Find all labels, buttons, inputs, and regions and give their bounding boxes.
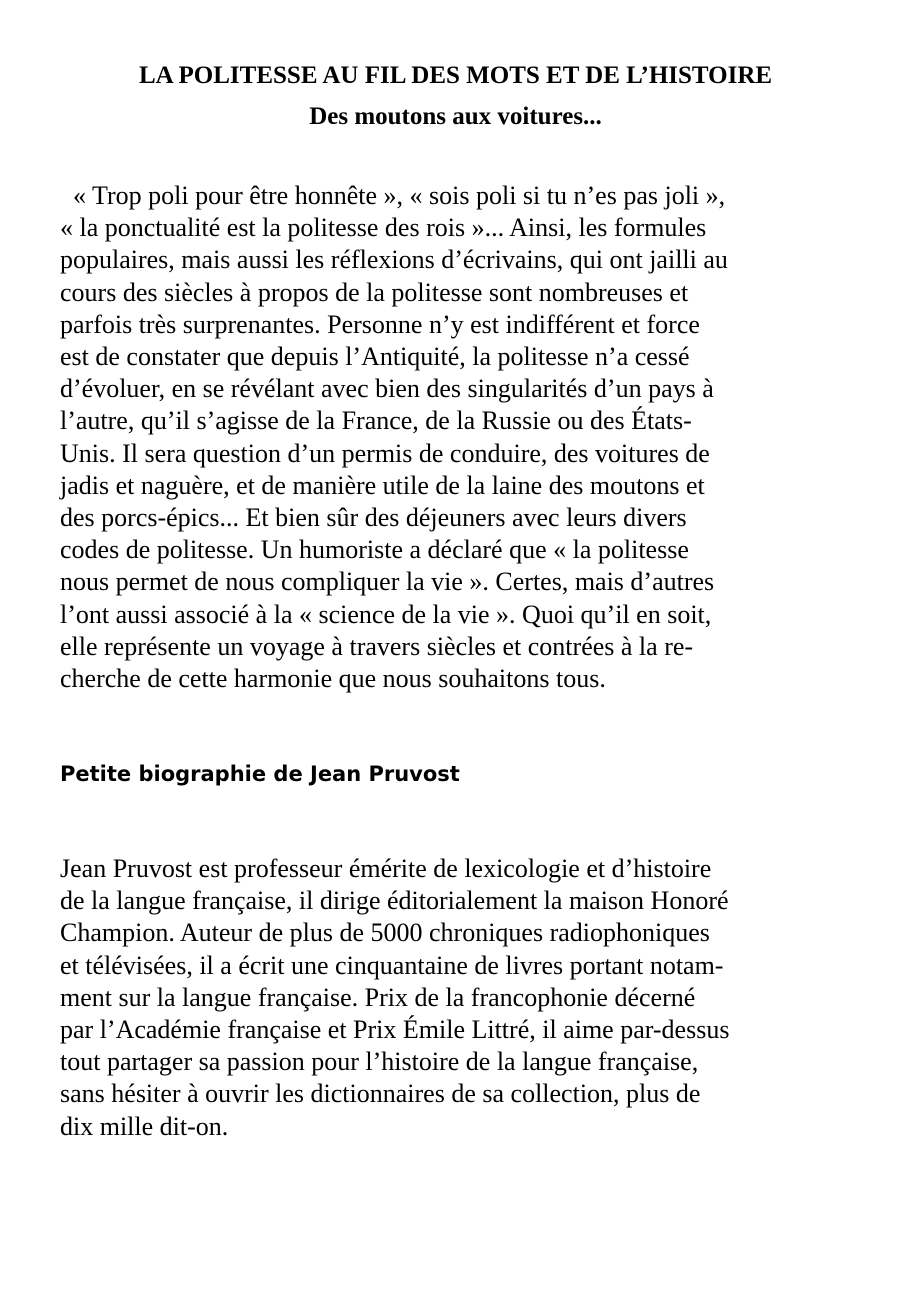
text-line: « la ponctualité est la politesse des rois »... Ainsi, les formules [60,213,707,243]
text-line: « Trop poli pour être honnête », « sois poli si tu n’es pas joli », [60,181,726,210]
bio-heading: Petite biographie de Jean Pruvost [60,762,460,786]
text-line: Champion. Auteur de plus de 5000 chroniques radiophoniques [60,918,710,948]
text-line: et télévisées, il a écrit une cinquantaine de livres portant notam- [60,950,724,980]
text-line: dix mille dit-on. [60,1111,229,1141]
text-line: elle représente un voyage à travers siècles et contrées à la re- [60,631,694,661]
text-line: Jean Pruvost est professeur émérite de lexicologie et d’histoire [60,854,712,883]
text-line: cours des siècles à propos de la politesse sont nombreuses et [60,277,689,307]
text-line: par l’Académie française et Prix Émile Littré, il aime par-dessus [60,1015,730,1045]
intro-paragraph [60,180,860,695]
text-line: jadis et naguère, et de manière utile de la laine des moutons et [60,470,705,500]
bio-paragraph [60,853,860,1143]
text-line: ment sur la langue française. Prix de la francophonie décerné [60,982,696,1012]
text-line: est de constater que depuis l’Antiquité, la politesse n’a cessé [60,342,690,372]
text-line: populaires, mais aussi les réflexions d’écrivains, qui ont jailli au [60,245,728,275]
text-line: Unis. Il sera question d’un permis de conduire, des voitures de [60,438,710,468]
text-line: l’ont aussi associé à la « science de la vie ». Quoi qu’il en soit, [60,599,712,629]
text-line: de la langue française, il dirige éditorialement la maison Honoré [60,886,729,916]
text-line: codes de politesse. Un humoriste a déclaré que « la politesse [60,535,689,565]
text-line: des porcs-épics... Et bien sûr des déjeuners avec leurs divers [60,503,687,533]
text-line: l’autre, qu’il s’agisse de la France, de la Russie ou des États- [60,406,692,436]
text-line: d’évoluer, en se révélant avec bien des singularités d’un pays à [60,374,714,404]
text-line: sans hésiter à ouvrir les dictionnaires de sa collection, plus de [60,1079,701,1109]
text-line: nous permet de nous compliquer la vie ». Certes, mais d’autres [60,567,715,597]
text-line: tout partager sa passion pour l’histoire de la langue française, [60,1047,699,1077]
page-subtitle: Des moutons aux voitures... [309,103,602,130]
page-title: LA POLITESSE AU FIL DES MOTS ET DE L’HISTOIRE [138,62,773,89]
text-line: cherche de cette harmonie que nous souhaitons tous. [60,664,606,694]
text-line: parfois très surprenantes. Personne n’y est indifférent et force [60,309,700,339]
